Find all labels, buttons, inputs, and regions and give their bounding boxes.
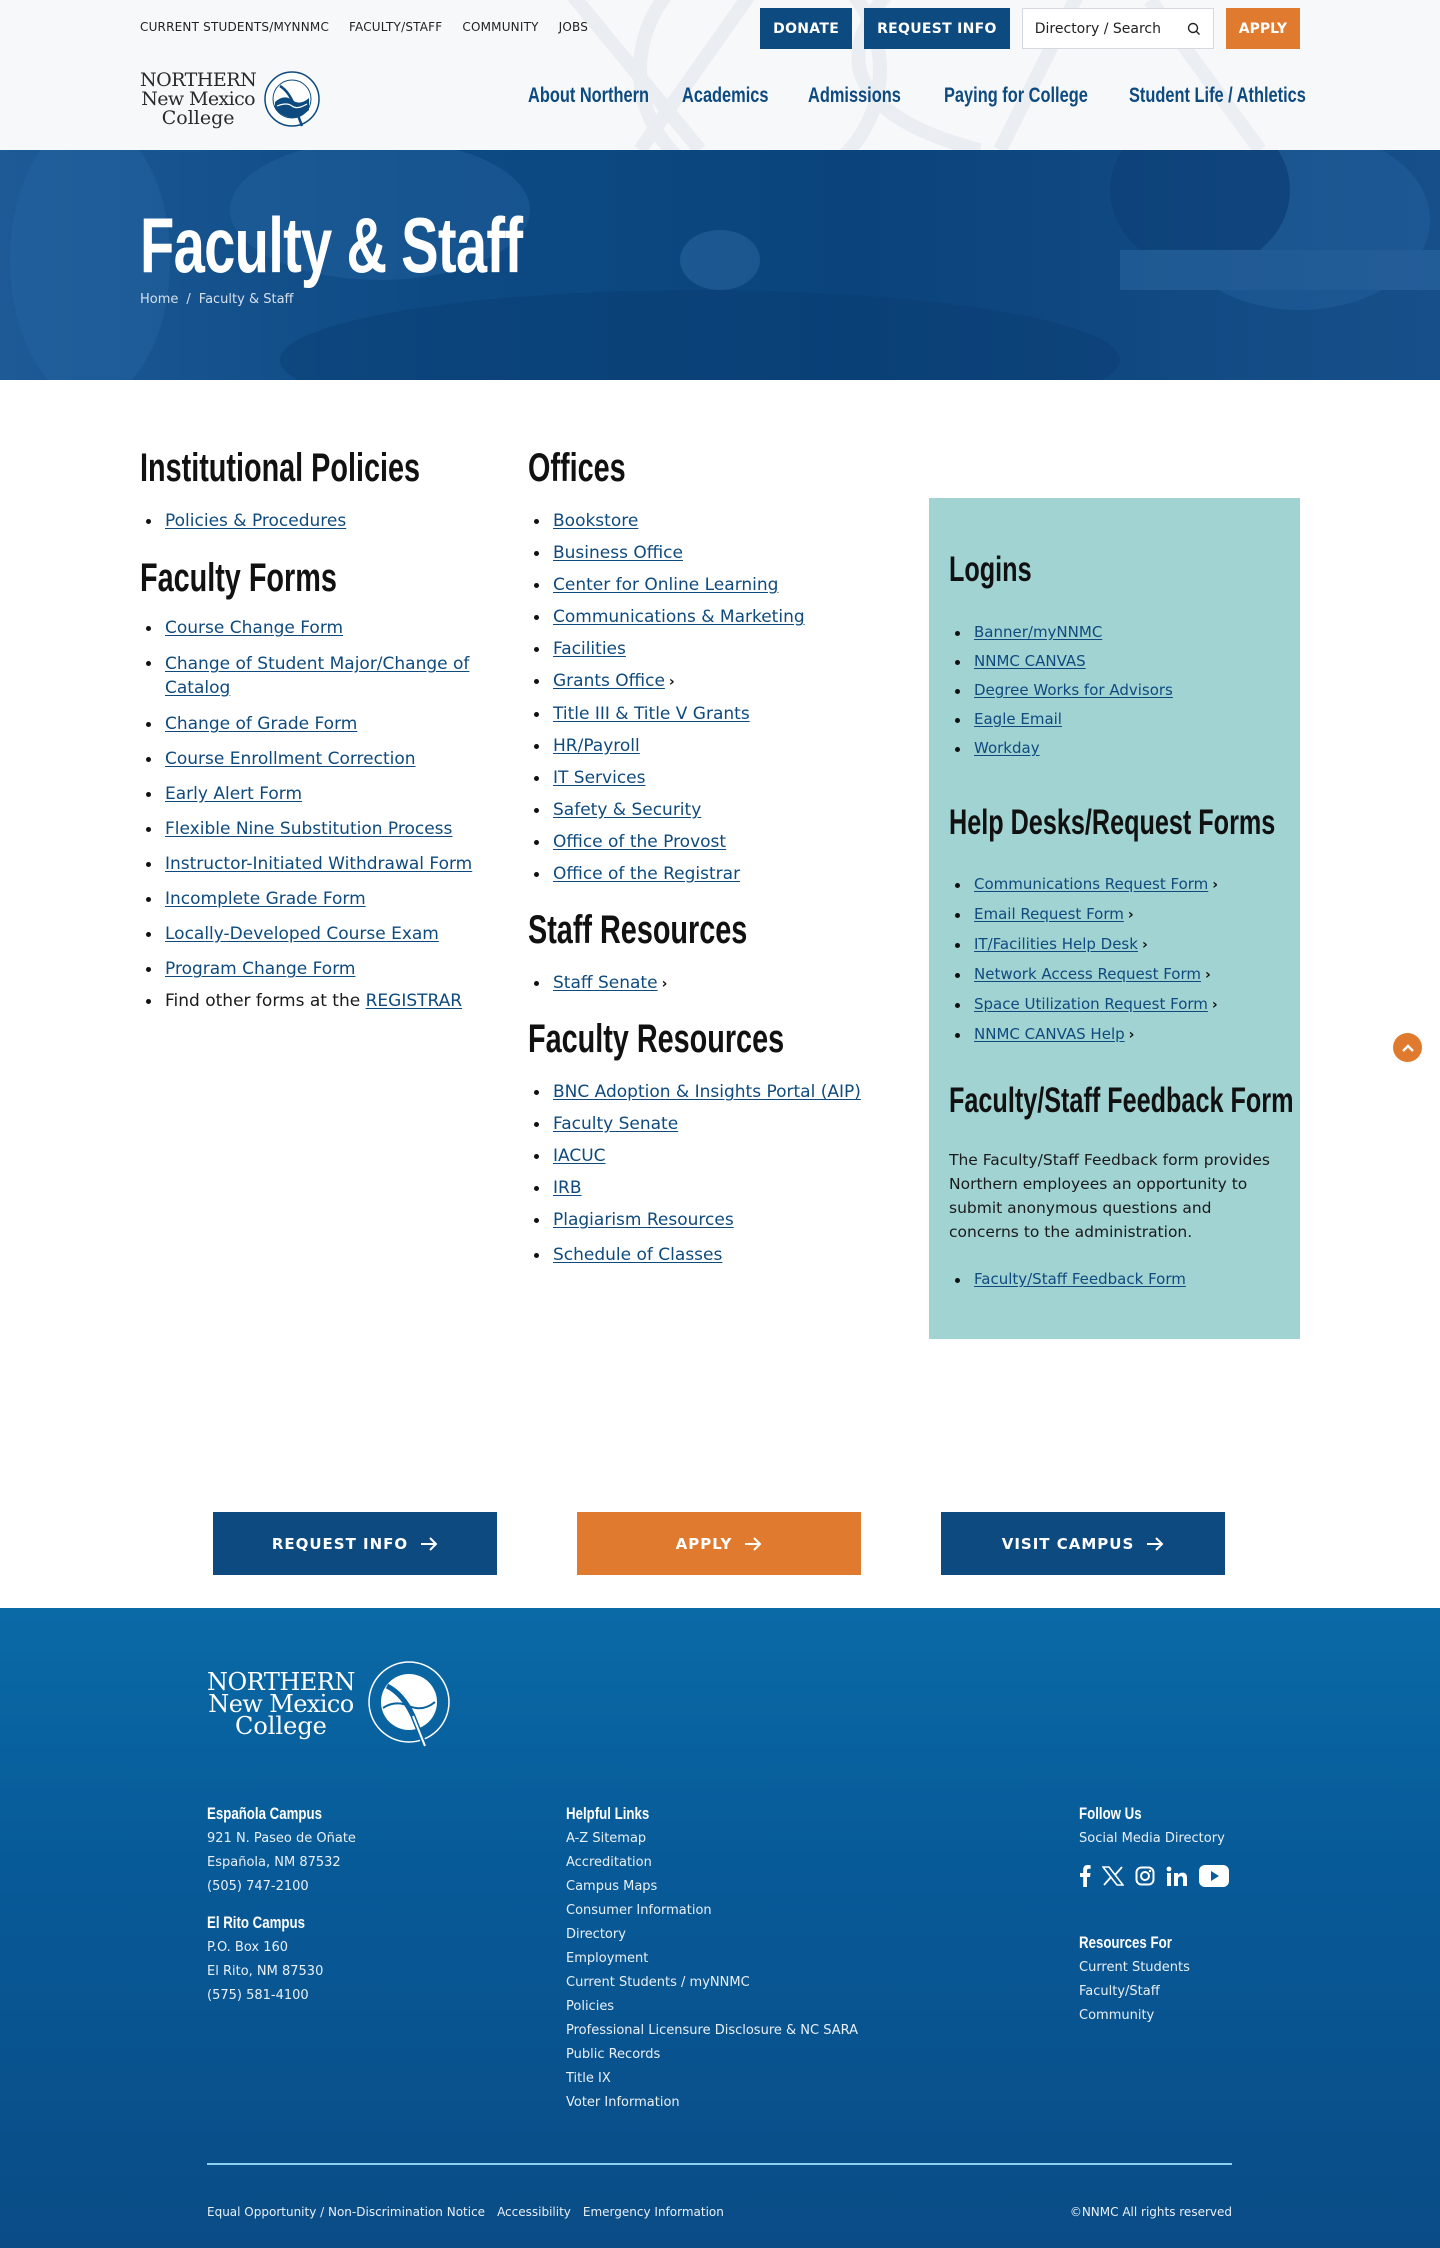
list-item	[949, 965, 1289, 985]
site-footer	[0, 1608, 1440, 2248]
el-rito-address-line-2: El Rito, NM 87530	[207, 1964, 324, 1979]
logo-line-2: New Mexico	[141, 87, 255, 110]
list-item	[949, 652, 1279, 671]
list-item	[528, 1145, 908, 1167]
utility-link-current-students[interactable]: CURRENT STUDENTS/MYNNMC	[140, 20, 330, 34]
link-nnmc-canvas-help[interactable]: NNMC CANVAS Help	[974, 1025, 1125, 1043]
link-text-line-2: Catalog	[165, 678, 231, 698]
link-schedule-of-classes[interactable]: Schedule of Classes	[553, 1245, 723, 1265]
espanola-phone[interactable]: (505) 747-2100	[207, 1879, 309, 1894]
chevron-right-icon: ›	[1127, 907, 1134, 923]
link-registrar[interactable]: REGISTRAR	[365, 991, 463, 1011]
college-seal-icon	[262, 64, 322, 134]
list-item	[949, 623, 1279, 642]
utility-link-community[interactable]: COMMUNITY	[462, 20, 539, 34]
link-safety-security[interactable]: Safety & Security	[553, 800, 702, 820]
cta-label: APPLY	[675, 1534, 733, 1553]
arrow-right-icon	[420, 1537, 438, 1551]
list-item	[140, 958, 500, 980]
logins-heading: Logins	[949, 550, 1032, 589]
legal-link-accessibility[interactable]: Accessibility	[497, 2205, 571, 2219]
resources-link-current-students[interactable]: Current Students	[1079, 1960, 1190, 1975]
list-item	[528, 1081, 908, 1103]
staff-resources-list	[528, 972, 908, 995]
linkedin-icon[interactable]	[1166, 1866, 1188, 1886]
copyright-text: ©NNMC All rights reserved	[1069, 2205, 1232, 2219]
footer-campus-column	[207, 1804, 356, 2008]
list-item	[528, 799, 908, 821]
arrow-right-icon	[1146, 1537, 1164, 1551]
espanola-campus-heading: Española Campus	[207, 1804, 322, 1823]
sidebar-panel	[929, 498, 1300, 1339]
utility-link-faculty-staff[interactable]: FACULTY/STAFF	[349, 20, 443, 34]
main-content	[0, 380, 1440, 1608]
list-item	[949, 710, 1279, 729]
list-item	[949, 905, 1289, 925]
arrow-right-icon	[744, 1537, 762, 1551]
apply-button[interactable]: APPLY	[1226, 8, 1300, 49]
link-communications-request-form[interactable]: Communications Request Form	[974, 875, 1209, 893]
feedback-heading: Faculty/Staff Feedback Form	[949, 1081, 1294, 1120]
link-facilities[interactable]: Facilities	[553, 639, 626, 659]
list-item	[949, 935, 1289, 955]
search-placeholder: Directory / Search	[1034, 20, 1162, 37]
link-network-access-request-form[interactable]: Network Access Request Form	[974, 965, 1201, 983]
offices-list	[528, 510, 908, 885]
footer-link-current-students[interactable]: Current Students / myNNMC	[566, 1975, 750, 1990]
list-item	[140, 713, 500, 735]
resources-link-faculty-staff[interactable]: Faculty/Staff	[1079, 1984, 1160, 1999]
list-item	[949, 995, 1289, 1015]
feedback-list	[949, 1270, 1279, 1289]
footer-link-accreditation[interactable]: Accreditation	[566, 1855, 652, 1870]
link-iacuc[interactable]: IACUC	[553, 1146, 606, 1166]
donate-button[interactable]: DONATE	[760, 8, 852, 49]
list-item	[528, 638, 908, 660]
x-twitter-icon[interactable]	[1102, 1866, 1124, 1886]
link-it-facilities-help-desk[interactable]: IT/Facilities Help Desk	[974, 935, 1138, 953]
cta-row	[213, 1512, 1225, 1575]
directory-search-input[interactable]	[1022, 8, 1214, 49]
site-logo[interactable]	[140, 64, 322, 134]
request-info-button[interactable]: REQUEST INFO	[864, 8, 1010, 49]
social-icons	[1079, 1865, 1229, 1887]
link-grants-office[interactable]: Grants Office	[553, 671, 665, 691]
footer-follow-column	[1079, 1804, 1229, 2028]
social-media-directory-link[interactable]: Social Media Directory	[1079, 1831, 1225, 1846]
chevron-up-icon	[1401, 1043, 1415, 1053]
list-item	[140, 888, 500, 910]
footer-link-professional-licensure[interactable]: Professional Licensure Disclosure & NC SARA	[566, 2023, 858, 2038]
main-nav	[528, 84, 1356, 108]
cta-request-info-button[interactable]	[213, 1512, 497, 1575]
faculty-forms-list	[140, 617, 500, 1012]
back-to-top-button[interactable]	[1393, 1033, 1422, 1062]
list-item	[528, 735, 908, 757]
footer-link-az-sitemap[interactable]: A-Z Sitemap	[566, 1831, 647, 1846]
utility-link-jobs[interactable]: JOBS	[558, 20, 589, 34]
feedback-description: The Faculty/Staff Feedback form provides Northern employees an opportunity to submit anonymous questions and concerns to the administration.	[949, 1151, 1270, 1241]
institutional-policies-heading: Institutional Policies	[140, 446, 421, 490]
list-item	[528, 510, 908, 532]
list-item	[140, 783, 500, 805]
chevron-right-icon: ›	[1211, 997, 1218, 1013]
list-item	[949, 1025, 1289, 1045]
helpful-links-heading: Helpful Links	[566, 1804, 650, 1823]
nav-admissions[interactable]: Admissions	[808, 84, 901, 107]
footer-link-voter-information[interactable]: Voter Information	[566, 2095, 680, 2110]
legal-link-emergency-information[interactable]: Emergency Information	[582, 2205, 724, 2219]
breadcrumb-current: Faculty & Staff	[198, 292, 294, 307]
footer-logo-line-2: New Mexico	[208, 1690, 354, 1718]
nav-student-life-athletics[interactable]: Student Life / Athletics	[1129, 84, 1307, 107]
link-communications-marketing[interactable]: Communications & Marketing	[553, 607, 805, 627]
chevron-right-icon: ›	[1212, 877, 1219, 893]
espanola-address-line-1: 921 N. Paseo de Oñate	[207, 1831, 356, 1846]
search-icon[interactable]	[1187, 22, 1201, 36]
list-item	[528, 1209, 908, 1231]
breadcrumb-separator: /	[186, 292, 191, 307]
link-faculty-staff-feedback-form[interactable]: Faculty/Staff Feedback Form	[974, 1270, 1186, 1288]
list-item	[140, 990, 500, 1012]
footer-logo[interactable]	[207, 1656, 455, 1752]
list-item	[528, 767, 908, 789]
institutional-policies-list	[140, 510, 500, 532]
cta-label: REQUEST INFO	[271, 1534, 409, 1553]
breadcrumb-home[interactable]: Home	[140, 292, 179, 307]
link-change-of-student-major[interactable]	[165, 654, 469, 698]
youtube-icon[interactable]	[1199, 1865, 1229, 1887]
link-office-of-the-registrar[interactable]: Office of the Registrar	[553, 864, 741, 884]
list-item	[140, 853, 500, 875]
list-item	[140, 617, 500, 639]
help-desks-heading: Help Desks/Request Forms	[949, 803, 1276, 842]
link-irb[interactable]: IRB	[553, 1178, 582, 1198]
link-it-services[interactable]: IT Services	[553, 768, 646, 788]
link-incomplete-grade-form[interactable]: Incomplete Grade Form	[165, 889, 366, 909]
list-item	[528, 863, 908, 885]
chevron-right-icon: ›	[1141, 937, 1148, 953]
link-eagle-email[interactable]: Eagle Email	[974, 710, 1062, 728]
link-bnc-adoption-portal[interactable]: BNC Adoption & Insights Portal (AIP)	[553, 1082, 861, 1102]
list-item	[528, 831, 908, 853]
footer-link-campus-maps[interactable]: Campus Maps	[566, 1879, 658, 1894]
list-item	[528, 703, 908, 725]
staff-resources-heading: Staff Resources	[528, 908, 748, 952]
link-bookstore[interactable]: Bookstore	[553, 511, 639, 531]
faculty-resources-list	[528, 1081, 908, 1266]
nav-academics[interactable]: Academics	[682, 84, 769, 107]
espanola-address-line-2: Española, NM 87532	[207, 1855, 341, 1870]
resources-link-community[interactable]: Community	[1079, 2008, 1155, 2023]
link-text-line-1: Change of Student Major/Change of	[165, 654, 470, 674]
link-instructor-initiated-withdrawal[interactable]: Instructor-Initiated Withdrawal Form	[165, 854, 473, 874]
list-item	[949, 875, 1289, 895]
footer-divider	[207, 2163, 1232, 2165]
footer-link-policies[interactable]: Policies	[566, 1999, 615, 2014]
list-item	[140, 923, 500, 945]
footer-bottom-bar	[207, 2205, 1232, 2219]
list-item	[140, 510, 500, 532]
list-item	[528, 972, 908, 995]
page-hero	[0, 150, 1440, 380]
registrar-prefix-text: Find other forms at the	[165, 991, 366, 1011]
nav-paying-for-college[interactable]: Paying for College	[944, 84, 1088, 107]
link-course-enrollment-correction[interactable]: Course Enrollment Correction	[165, 749, 416, 769]
link-center-for-online-learning[interactable]: Center for Online Learning	[553, 575, 779, 595]
facebook-icon[interactable]	[1079, 1865, 1091, 1887]
link-faculty-senate[interactable]: Faculty Senate	[553, 1114, 679, 1134]
link-hr-payroll[interactable]: HR/Payroll	[553, 736, 640, 756]
chevron-right-icon: ›	[1205, 967, 1211, 983]
help-desks-list	[949, 875, 1289, 1045]
faculty-forms-heading: Faculty Forms	[140, 556, 337, 600]
link-degree-works[interactable]: Degree Works for Advisors	[974, 681, 1173, 699]
list-item	[528, 542, 908, 564]
logo-line-1: NORTHERN	[140, 68, 257, 91]
cta-label: VISIT CAMPUS	[1001, 1534, 1135, 1553]
resources-for-heading: Resources For	[1079, 1933, 1172, 1952]
legal-link-equal-opportunity[interactable]: Equal Opportunity / Non-Discrimination Notice	[207, 2205, 486, 2219]
breadcrumb	[140, 292, 294, 307]
list-item	[528, 606, 908, 628]
link-plagiarism-resources[interactable]: Plagiarism Resources	[553, 1210, 734, 1230]
link-nnmc-canvas[interactable]: NNMC CANVAS	[974, 652, 1086, 670]
instagram-icon[interactable]	[1135, 1866, 1155, 1886]
footer-legal-links	[207, 2205, 724, 2219]
list-item	[528, 670, 908, 693]
list-item	[140, 652, 500, 700]
link-early-alert-form[interactable]: Early Alert Form	[165, 784, 303, 804]
header-actions	[760, 8, 1300, 49]
footer-link-public-records[interactable]: Public Records	[566, 2047, 661, 2062]
link-email-request-form[interactable]: Email Request Form	[974, 905, 1124, 923]
link-staff-senate[interactable]: Staff Senate	[553, 973, 658, 993]
link-title-iii-title-v-grants[interactable]: Title III & Title V Grants	[553, 704, 750, 724]
footer-helpful-links-column	[566, 1804, 858, 2115]
footer-logo-wordmark	[207, 1668, 355, 1740]
footer-link-employment[interactable]: Employment	[566, 1951, 649, 1966]
page-title: Faculty & Staff	[140, 201, 523, 289]
list-item	[140, 818, 500, 840]
utility-nav	[140, 20, 588, 34]
nav-about-northern[interactable]: About Northern	[528, 84, 650, 107]
chevron-right-icon: ›	[1128, 1027, 1135, 1043]
follow-us-heading: Follow Us	[1079, 1804, 1142, 1823]
list-item	[528, 1244, 908, 1266]
el-rito-address-line-1: P.O. Box 160	[207, 1940, 289, 1955]
chevron-right-icon: ›	[661, 976, 668, 992]
link-course-change-form[interactable]: Course Change Form	[165, 618, 344, 638]
faculty-resources-heading: Faculty Resources	[528, 1017, 785, 1061]
link-office-of-the-provost[interactable]: Office of the Provost	[553, 832, 727, 852]
list-item	[528, 574, 908, 596]
link-business-office[interactable]: Business Office	[553, 543, 683, 563]
cta-visit-campus-button[interactable]	[941, 1512, 1225, 1575]
list-item	[528, 1177, 908, 1199]
footer-logo-line-3: College	[234, 1712, 327, 1740]
el-rito-campus-heading: El Rito Campus	[207, 1913, 305, 1932]
logo-line-3: College	[161, 106, 235, 129]
list-item	[949, 1270, 1279, 1289]
footer-link-directory[interactable]: Directory	[566, 1927, 626, 1942]
cta-apply-button[interactable]	[577, 1512, 861, 1575]
link-workday[interactable]: Workday	[974, 739, 1040, 757]
link-locally-developed-course-exam[interactable]: Locally-Developed Course Exam	[165, 924, 439, 944]
list-item	[528, 1113, 908, 1135]
list-item	[949, 739, 1279, 758]
logo-wordmark	[140, 68, 257, 129]
list-item	[140, 748, 500, 770]
footer-link-title-ix[interactable]: Title IX	[566, 2071, 611, 2086]
footer-link-consumer-information[interactable]: Consumer Information	[566, 1903, 712, 1918]
site-header	[0, 0, 1440, 150]
list-item	[949, 681, 1279, 700]
logins-list	[949, 623, 1279, 758]
link-flexible-nine-substitution[interactable]: Flexible Nine Substitution Process	[165, 819, 453, 839]
link-space-utilization-request-form[interactable]: Space Utilization Request Form	[974, 995, 1208, 1013]
link-program-change-form[interactable]: Program Change Form	[165, 959, 356, 979]
footer-college-seal-icon	[363, 1656, 455, 1752]
el-rito-phone[interactable]: (575) 581-4100	[207, 1988, 309, 2003]
link-policies-procedures[interactable]: Policies & Procedures	[165, 511, 347, 531]
link-change-of-grade-form[interactable]: Change of Grade Form	[165, 714, 358, 734]
link-banner-mynnmc[interactable]: Banner/myNNMC	[974, 623, 1103, 641]
offices-heading: Offices	[528, 446, 626, 490]
chevron-right-icon: ›	[668, 674, 675, 690]
footer-logo-line-1: NORTHERN	[207, 1668, 355, 1696]
